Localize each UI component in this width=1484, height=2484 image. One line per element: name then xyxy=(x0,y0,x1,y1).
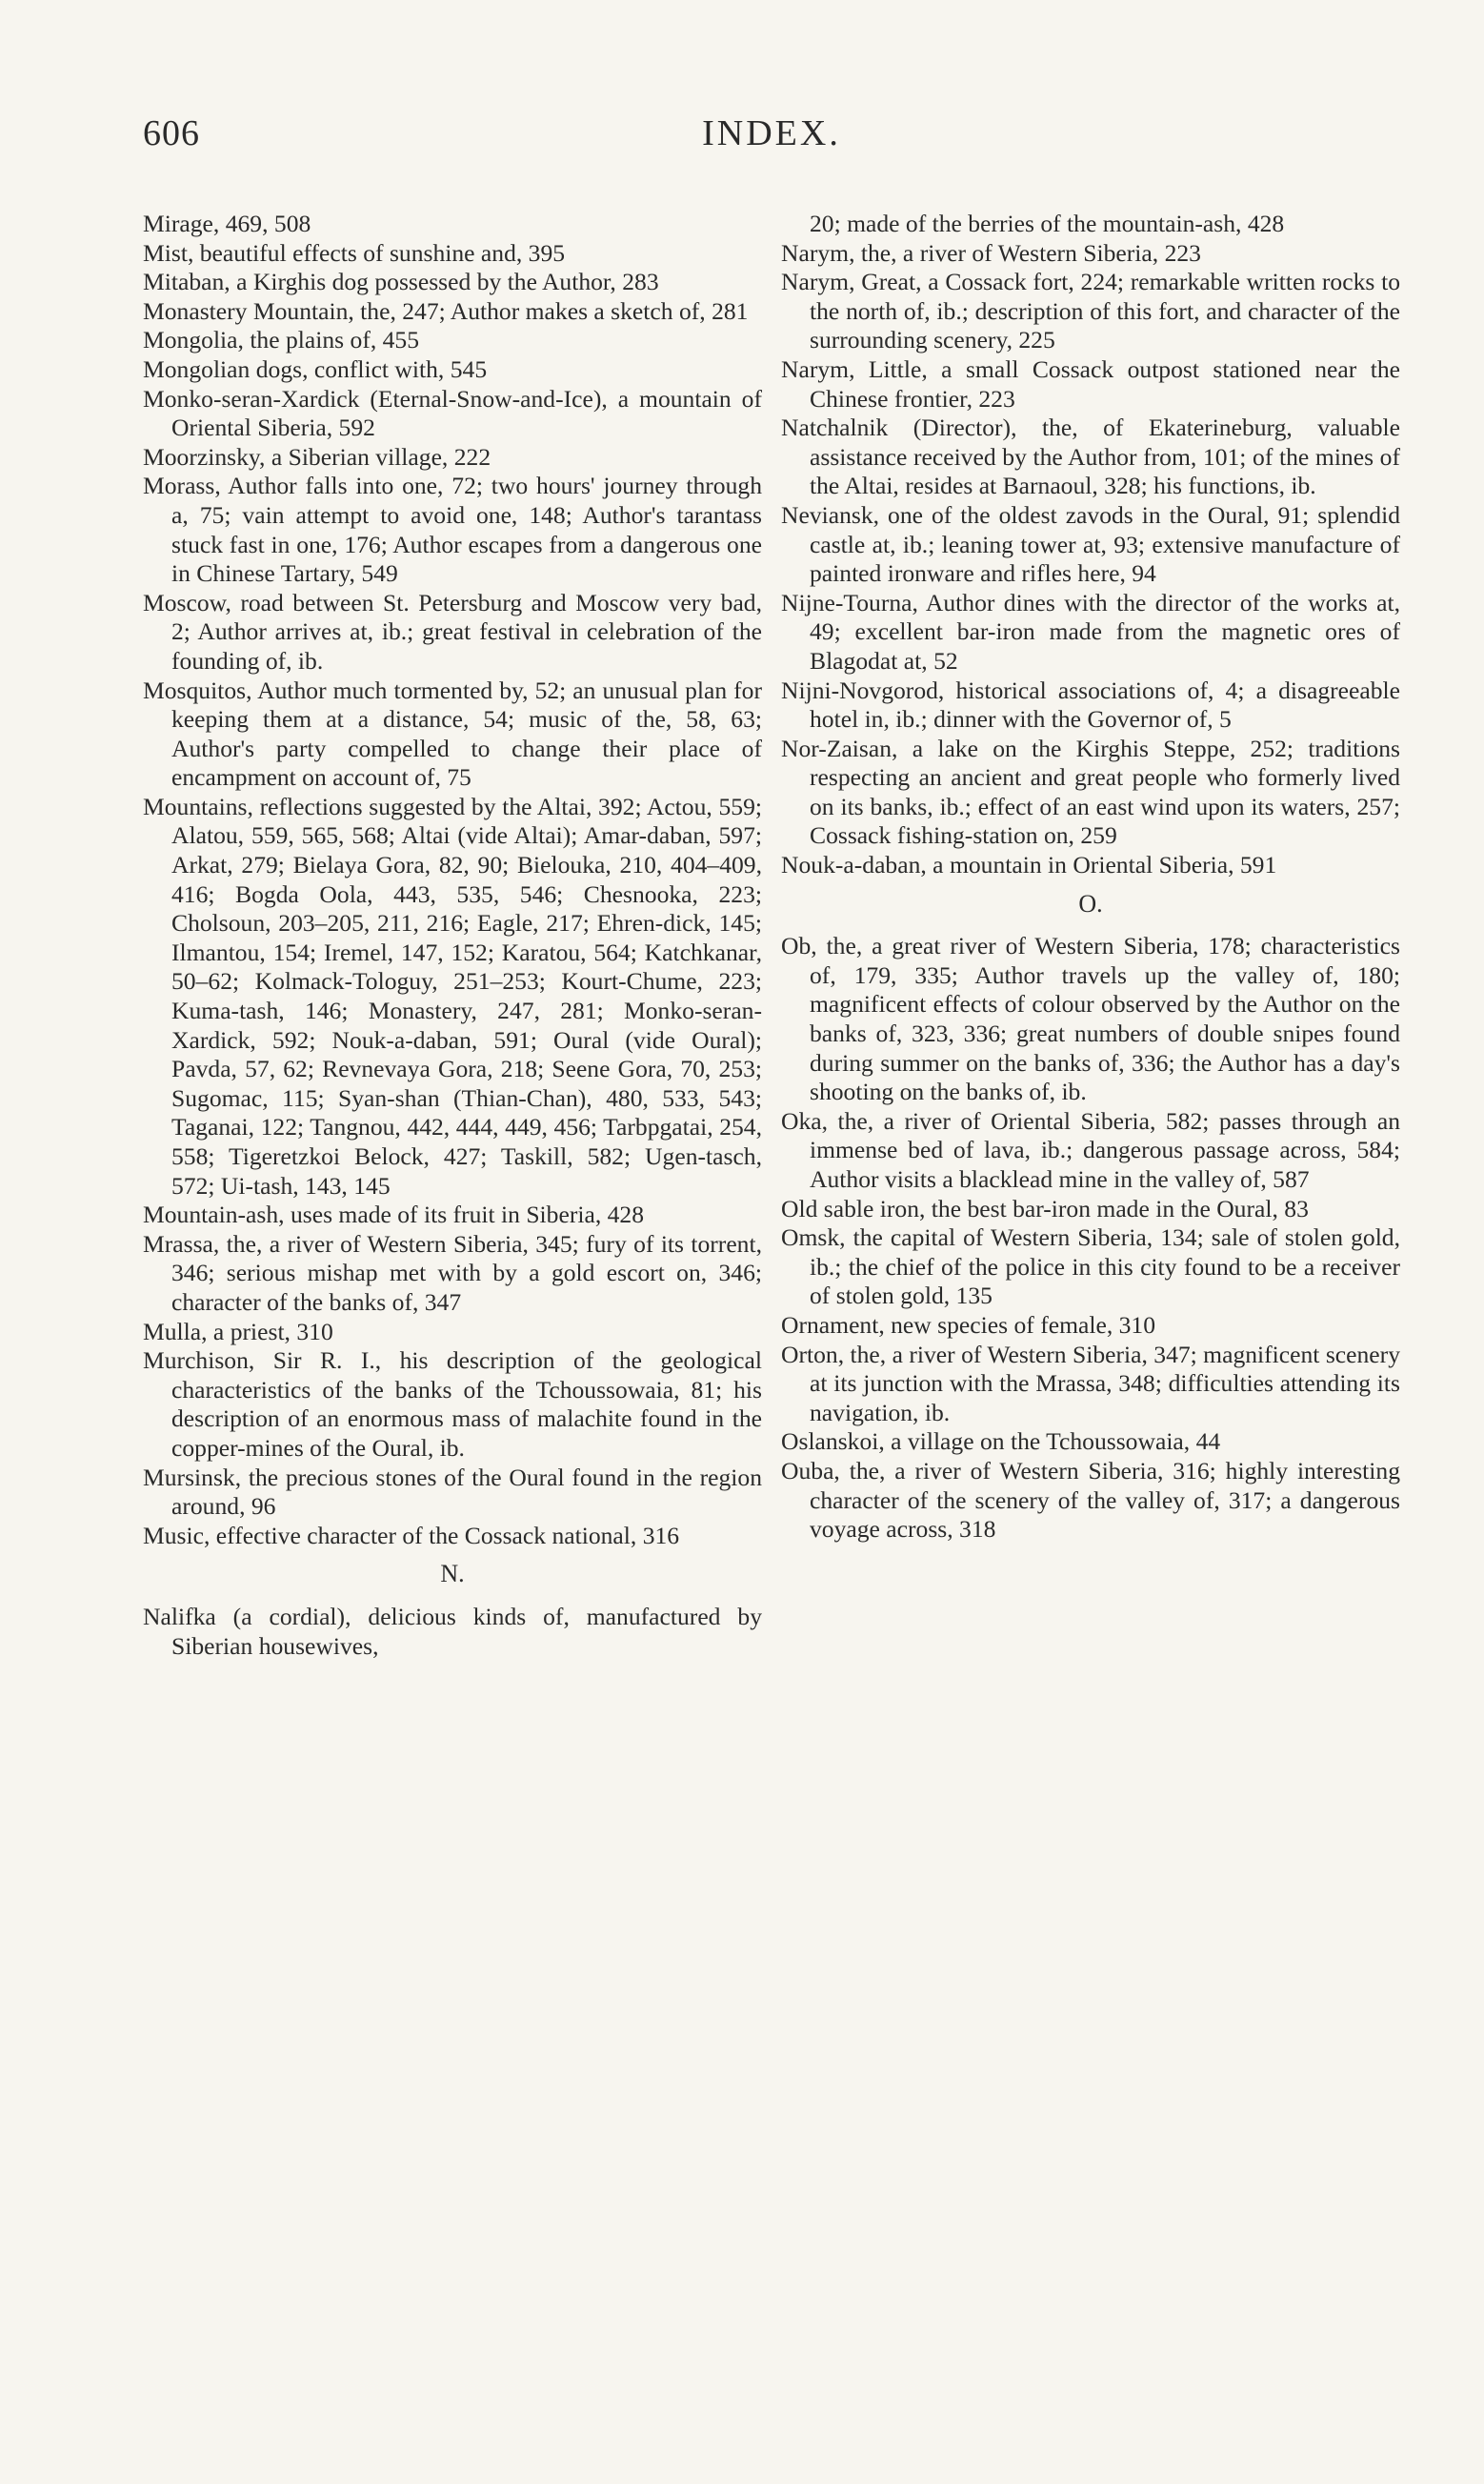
page-title: INDEX. xyxy=(702,113,841,153)
index-entry: Mursinsk, the precious stones of the Oural found in the region around, 96 xyxy=(143,1463,762,1521)
index-entry: Ornament, new species of female, 310 xyxy=(781,1310,1156,1339)
index-entry: Oslanskoi, a village on the Tchoussowaia, 44 xyxy=(781,1427,1221,1456)
index-entry: Nalifka (a cordial), delicious kinds of, manufactured by Siberian housewives, xyxy=(143,1602,762,1660)
index-entry: Moscow, road between St. Petersburg and Moscow very bad, 2; Author arrives at, ib.; great festival in celebration of the founding of, ib. xyxy=(143,588,762,675)
right-column xyxy=(781,210,1400,1545)
page-number: 606 xyxy=(143,113,200,153)
index-entry: Nouk-a-daban, a mountain in Oriental Siberia, 591 xyxy=(781,851,1277,879)
index-entry: Mrassa, the, a river of Western Siberia, 345; fury of its torrent, 346; serious mishap met with by a gold escort on, 346; character of the banks of, 347 xyxy=(143,1229,762,1316)
page-header xyxy=(143,112,1400,170)
index-entry: Nijni-Novgorod, historical associations of, 4; a disagreeable hotel in, ib.; dinner with the Governor of, 5 xyxy=(781,676,1400,734)
index-entry: Music, effective character of the Cossack national, 316 xyxy=(143,1521,680,1549)
index-entry: Monko-seran-Xardick (Eternal-Snow-and-Ice), a mountain of Oriental Siberia, 592 xyxy=(143,384,762,442)
index-entry: Mulla, a priest, 310 xyxy=(143,1317,333,1345)
index-entry: Old sable iron, the best bar-iron made in the Oural, 83 xyxy=(781,1194,1309,1222)
index-entry: Nijne-Tourna, Author dines with the director of the works at, 49; excellent bar-iron made from the magnetic ores of Blagodat at, 52 xyxy=(781,588,1400,675)
index-entry: Nor-Zaisan, a lake on the Kirghis Steppe, 252; traditions respecting an ancient and great people who formerly lived on its banks, ib.; effect of an east wind upon its waters, 257; Cossack fishing-station on, 259 xyxy=(781,734,1400,850)
index-entry: Mountain-ash, uses made of its fruit in Siberia, 428 xyxy=(143,1201,645,1229)
index-entry: Omsk, the capital of Western Siberia, 134; sale of stolen gold, ib.; the chief of the police in this city found to be a receiver of stolen gold, 135 xyxy=(781,1223,1400,1310)
section-heading-o: O. xyxy=(1078,889,1103,918)
index-entry-continued: 20; made of the berries of the mountain-ash, 428 xyxy=(810,210,1285,237)
index-entry: Moorzinsky, a Siberian village, 222 xyxy=(143,442,491,471)
index-entry: Oka, the, a river of Oriental Siberia, 582; passes through an immense bed of lava, ib.; dangerous passage across, 584; Author visits a blacklead mine in the valley of, 587 xyxy=(781,1106,1400,1193)
index-entry: Narym, Great, a Cossack fort, 224; remarkable written rocks to the north of, ib.; description of this fort, and character of the surrounding scenery, 225 xyxy=(781,268,1400,354)
index-entry: Murchison, Sir R. I., his description of the geological characteristics of the banks of the Tchoussowaia, 81; his description of an enormous mass of malachite found in the copper-mines of the Oural, ib. xyxy=(143,1346,762,1462)
index-entry: Mosquitos, Author much tormented by, 52; an unusual plan for keeping them at a distance, 54; music of the, 58, 63; Author's party compelled to change their place of encampment on account of, 75 xyxy=(143,676,762,792)
index-entry: Mist, beautiful effects of sunshine and, 395 xyxy=(143,238,566,267)
index-entry: Neviansk, one of the oldest zavods in the Oural, 91; splendid castle at, ib.; leaning tower at, 93; extensive manufacture of painted ironware and rifles here, 94 xyxy=(781,500,1400,588)
index-entry: Monastery Mountain, the, 247; Author makes a sketch of, 281 xyxy=(143,296,749,325)
index-entry: Ob, the, a great river of Western Siberia, 178; characteristics of, 179, 335; Author travels up the valley of, 180; magnificent effects of colour observed by the Author on the banks of, 323, 336; great numbers of double snipes found during summer on the banks of, 336; the Author has a day's shooting on the banks of, ib. xyxy=(781,932,1400,1106)
index-entry: Mirage, 469, 508 xyxy=(143,210,311,237)
index-entry: Mitaban, a Kirghis dog possessed by the Author, 283 xyxy=(143,268,659,296)
index-entry: Morass, Author falls into one, 72; two hours' journey through a, 75; vain attempt to avoid one, 148; Author's tarantass stuck fast in one, 176; Author escapes from a dangerous one in Chinese Tartary, 549 xyxy=(143,472,762,588)
index-entry: Orton, the, a river of Western Siberia, 347; magnificent scenery at its junction with the Mrassa, 348; difficulties attending its navigation, ib. xyxy=(781,1340,1400,1426)
index-entry: Mongolian dogs, conflict with, 545 xyxy=(143,354,488,383)
section-heading-n: N. xyxy=(440,1560,465,1588)
index-entry: Narym, the, a river of Western Siberia, 223 xyxy=(781,238,1201,267)
index-entry: Mongolia, the plains of, 455 xyxy=(143,326,420,354)
index-entry: Natchalnik (Director), the, of Ekaterineburg, valuable assistance received by the Author from, 101; of the mines of the Altai, resides at Barnaoul, 328; his functions, ib. xyxy=(781,414,1400,500)
index-entry: Narym, Little, a small Cossack outpost stationed near the Chinese frontier, 223 xyxy=(781,354,1400,413)
left-column xyxy=(143,210,762,1661)
index-entry: Ouba, the, a river of Western Siberia, 316; highly interesting character of the scenery of the valley of, 317; a dangerous voyage across, 318 xyxy=(781,1456,1400,1544)
index-entry: Mountains, reflections suggested by the Altai, 392; Actou, 559; Alatou, 559, 565, 568; Altai (vide Altai); Amar-daban, 597; Arkat, 279; Bielaya Gora, 82, 90; Bielouka, 210, 404–409, 416; Bogda Oola, 443, 535, 546; Chesnooka, 223; Cholsoun, 203–205, 211, 216; Eagle, 217; Ehren-dick, 145; Ilmantou, 154; Iremel, 147, 152; Karatou, 564; Katchkanar, 50–62; Kolmack-Tologuy, 251–253; Kourt-Chume, 223; Kuma-tash, 146; Monastery, 247, 281; Monko-seran-Xardick, 592; Nouk-a-daban, 591; Oural (vide Oural); Pavda, 57, 62; Revnevaya Gora, 218; Seene Gora, 70, 253; Sugomac, 115; Syan-shan (Thian-Chan), 480, 533, 543; Taganai, 122; Tangnou, 442, 444, 449, 456; Tarbpgatai, 254, 558; Tigeretzkoi Belock, 427; Taskill, 582; Ugen-tasch, 572; Ui-tash, 143, 145 xyxy=(143,792,762,1200)
